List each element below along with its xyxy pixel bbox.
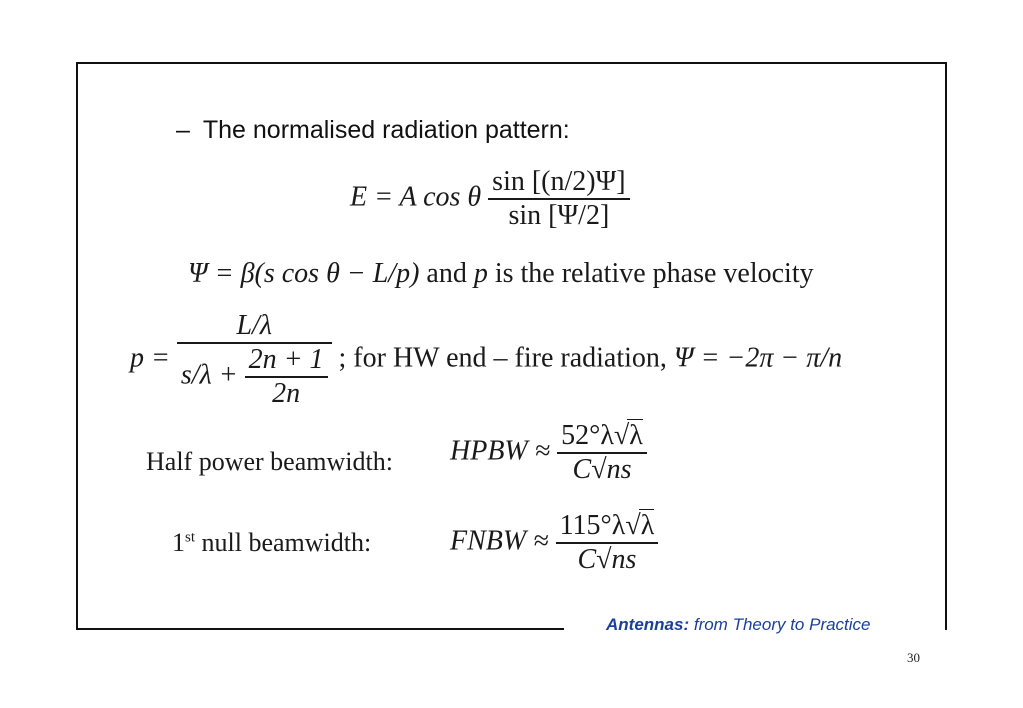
fnbw-den-sqrt: ns bbox=[611, 544, 637, 575]
slide-frame-top bbox=[76, 62, 947, 64]
psi-p-variable: p bbox=[473, 258, 488, 289]
equation-hpbw bbox=[450, 420, 647, 486]
footer-brand: Antennas: bbox=[606, 615, 690, 634]
hpbw-label: Half power beamwidth: bbox=[146, 447, 393, 476]
page-number: 30 bbox=[907, 650, 920, 665]
equation-psi bbox=[188, 258, 814, 290]
p-fraction bbox=[177, 310, 332, 410]
fnbw-fraction bbox=[556, 510, 659, 576]
fnbw-numerator bbox=[556, 510, 659, 542]
equation-fnbw bbox=[450, 510, 658, 576]
psi-formula: Ψ = β(s cos θ − L/p) bbox=[188, 258, 420, 289]
p-inner-fraction bbox=[245, 344, 328, 410]
hpbw-num-value: 52°λ bbox=[561, 420, 614, 451]
slide-frame-bottom bbox=[76, 628, 564, 630]
p-psi-value: Ψ = −2π − π/n bbox=[673, 342, 843, 374]
p-denominator bbox=[177, 342, 332, 410]
hpbw-fraction bbox=[557, 420, 647, 486]
slide-frame-right bbox=[945, 62, 947, 630]
pattern-fraction bbox=[488, 166, 629, 232]
pattern-lhs: E = A cos θ bbox=[350, 181, 482, 213]
footer-title bbox=[606, 615, 871, 635]
hpbw-den-sqrt: ns bbox=[606, 454, 632, 485]
sqrt-icon: √ bbox=[591, 454, 607, 485]
hpbw-num-sqrt: λ bbox=[629, 420, 643, 451]
bullet-heading bbox=[176, 116, 570, 145]
psi-and: and bbox=[426, 258, 467, 289]
sqrt-icon: √ bbox=[613, 420, 630, 451]
hpbw-denominator bbox=[557, 452, 647, 486]
footer-subtitle: from Theory to Practice bbox=[689, 615, 871, 634]
fnbw-num-value: 115°λ bbox=[559, 510, 626, 541]
sqrt-icon: √ bbox=[625, 510, 641, 541]
psi-description: is the relative phase velocity bbox=[494, 258, 814, 289]
p-condition-text: ; for HW end – fire radiation, bbox=[338, 342, 667, 374]
equation-radiation-pattern bbox=[350, 166, 630, 232]
pattern-denominator: sin [Ψ/2] bbox=[488, 198, 629, 232]
hpbw-den-c: C bbox=[572, 454, 592, 485]
fnbw-label bbox=[172, 528, 371, 558]
p-lhs: p = bbox=[130, 342, 170, 374]
fnbw-denominator bbox=[556, 542, 659, 576]
slide-frame-left bbox=[76, 62, 78, 630]
fnbw-den-c: C bbox=[577, 544, 597, 575]
hpbw-numerator bbox=[557, 420, 647, 452]
equation-p bbox=[130, 310, 842, 410]
sqrt-icon: √ bbox=[596, 544, 612, 575]
hpbw-lhs: HPBW ≈ bbox=[450, 435, 551, 467]
p-inner-denominator: 2n bbox=[245, 376, 328, 410]
p-numerator: L/λ bbox=[236, 310, 272, 341]
fnbw-num-sqrt: λ bbox=[640, 510, 655, 541]
fnbw-label-num: 1 bbox=[172, 528, 185, 557]
p-den-left: s/λ + bbox=[180, 359, 238, 391]
fnbw-lhs: FNBW ≈ bbox=[450, 525, 549, 557]
p-inner-numerator: 2n + 1 bbox=[248, 344, 324, 375]
bullet-dash: – bbox=[176, 116, 190, 144]
bullet-text: The normalised radiation pattern: bbox=[202, 116, 570, 144]
fnbw-label-sup: st bbox=[185, 529, 196, 546]
pattern-numerator: sin [(n/2)Ψ] bbox=[492, 166, 626, 197]
fnbw-label-rest: null beamwidth: bbox=[195, 528, 372, 557]
